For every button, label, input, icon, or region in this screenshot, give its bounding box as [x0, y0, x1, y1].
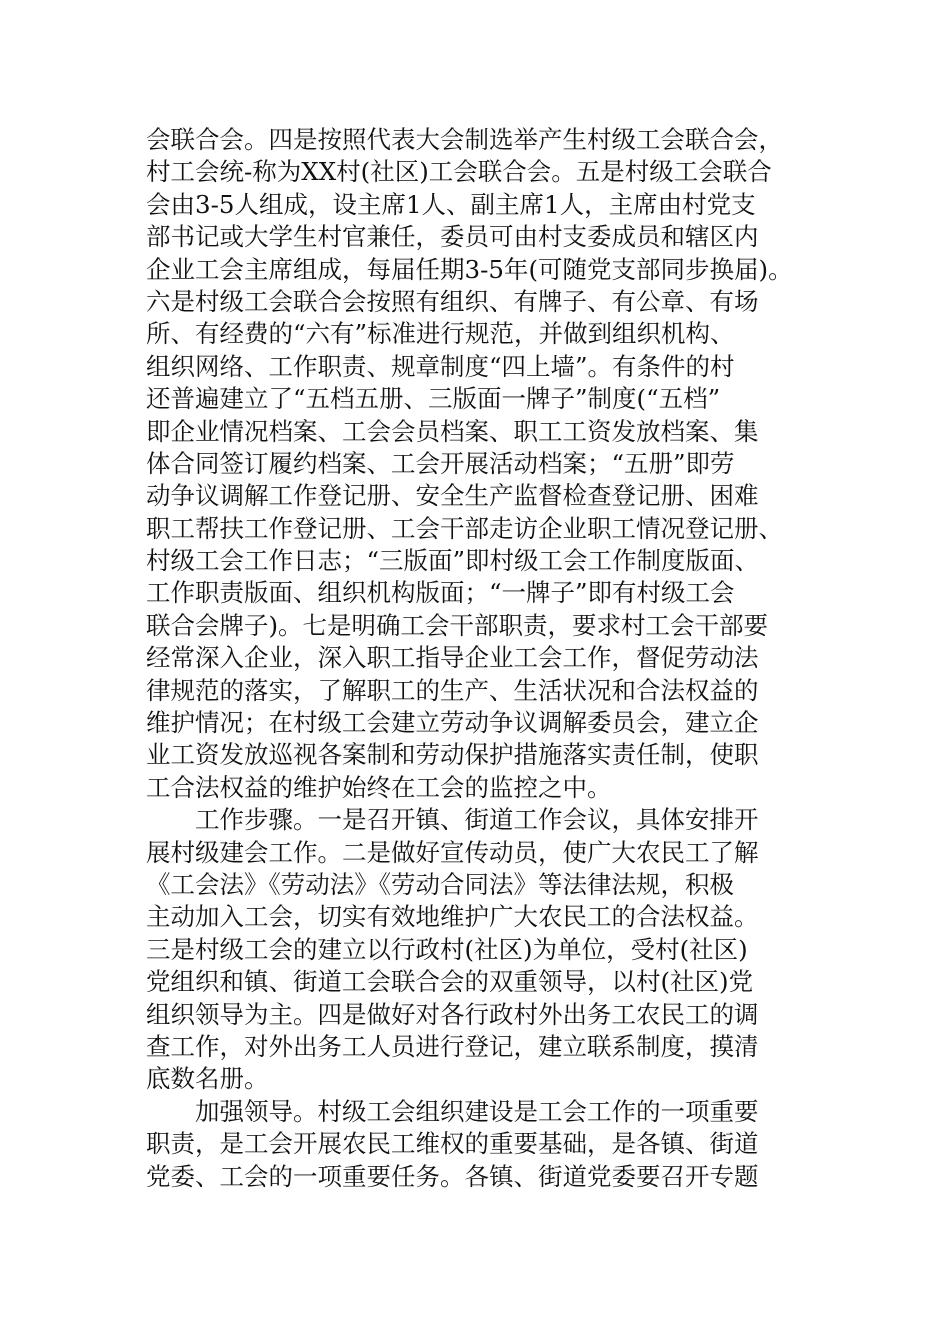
text-line: 职责，是工会开展农民工维权的重要基础，是各镇、街道 — [146, 1129, 759, 1159]
text-line: 动争议调解工作登记册、安全生产监督检查登记册、困难 — [146, 481, 759, 511]
text-line: 组织网络、工作职责、规章制度“四上墙”。有条件的村 — [146, 351, 735, 381]
text-line: 展村级建会工作。二是做好宣传动员，使广大农民工了解 — [146, 837, 759, 867]
text-line: 体合同签订履约档案、工会开展活动档案；“五册”即劳 — [146, 448, 735, 478]
text-line: 即企业情况档案、工会会员档案、职工工资发放档案、集 — [146, 416, 759, 446]
text-line: 工作职责版面、组织机构版面；“一牌子”即有村级工会 — [146, 578, 735, 608]
text-line: 六是村级工会联合会按照有组织、有牌子、有公章、有场 — [146, 286, 759, 316]
text-line: 联合会牌子)。七是明确工会干部职责，要求村工会干部要 — [146, 610, 769, 640]
text-line: 部书记或大学生村官兼任，委员可由村支委成员和辖区内 — [146, 222, 759, 252]
text-line: 村工会统-称为XX村(社区)工会联合会。五是村级工会联合 — [146, 157, 772, 187]
text-line: 三是村级工会的建立以行政村(社区)为单位，受村(社区) — [146, 934, 748, 964]
text-line: 底数名册。 — [146, 1064, 269, 1094]
text-line: 党组织和镇、街道工会联合会的双重领导，以村(社区)党 — [146, 967, 754, 997]
text-line: 还普遍建立了“五档五册、三版面一牌子”制度(“五档” — [146, 384, 721, 414]
text-line: 组织领导为主。四是做好对各行政村外出务工农民工的调 — [146, 999, 759, 1029]
text-line: 律规范的落实，了解职工的生产、生活状况和合法权益的 — [146, 675, 759, 705]
text-line: 职工帮扶工作登记册、工会干部走访企业职工情况登记册、 — [146, 513, 783, 543]
text-line: 查工作，对外出务工人员进行登记，建立联系制度，摸清 — [146, 1031, 759, 1061]
text-line: 所、有经费的“六有”标准进行规范，并做到组织机构、 — [146, 319, 735, 349]
text-line: 主动加入工会，切实有效地维护广大农民工的合法权益。 — [146, 902, 759, 932]
text-line: 企业工会主席组成，每届任期3-5年(可随党支部同步换届)。 — [146, 254, 793, 284]
text-line: 工合法权益的维护始终在工会的监控之中。 — [146, 772, 612, 802]
text-line: 维护情况；在村级工会建立劳动争议调解委员会，建立企 — [146, 708, 759, 738]
text-line: 村级工会工作日志；“三版面”即村级工会工作制度版面、 — [146, 546, 760, 576]
text-line: 《工会法》《劳动法》《劳动合同法》等法律法规，积极 — [146, 869, 734, 899]
text-line: 加强领导。村级工会组织建设是工会工作的一项重要 — [195, 1096, 759, 1126]
text-line: 党委、工会的一项重要任务。各镇、街道党委要召开专题 — [146, 1161, 759, 1191]
text-line: 工作步骤。一是召开镇、街道工作会议，具体安排开 — [195, 805, 759, 835]
text-line: 业工资发放巡视各案制和劳动保护措施落实责任制，使职 — [146, 740, 759, 770]
text-line: 会联合会。四是按照代表大会制选举产生村级工会联合会， — [146, 125, 783, 154]
text-line: 经常深入企业，深入职工指导企业工会工作，督促劳动法 — [146, 643, 759, 673]
body-text — [146, 124, 826, 1193]
text-line: 会由3-5人组成，设主席1人、副主席1人，主席由村党支 — [146, 189, 756, 219]
